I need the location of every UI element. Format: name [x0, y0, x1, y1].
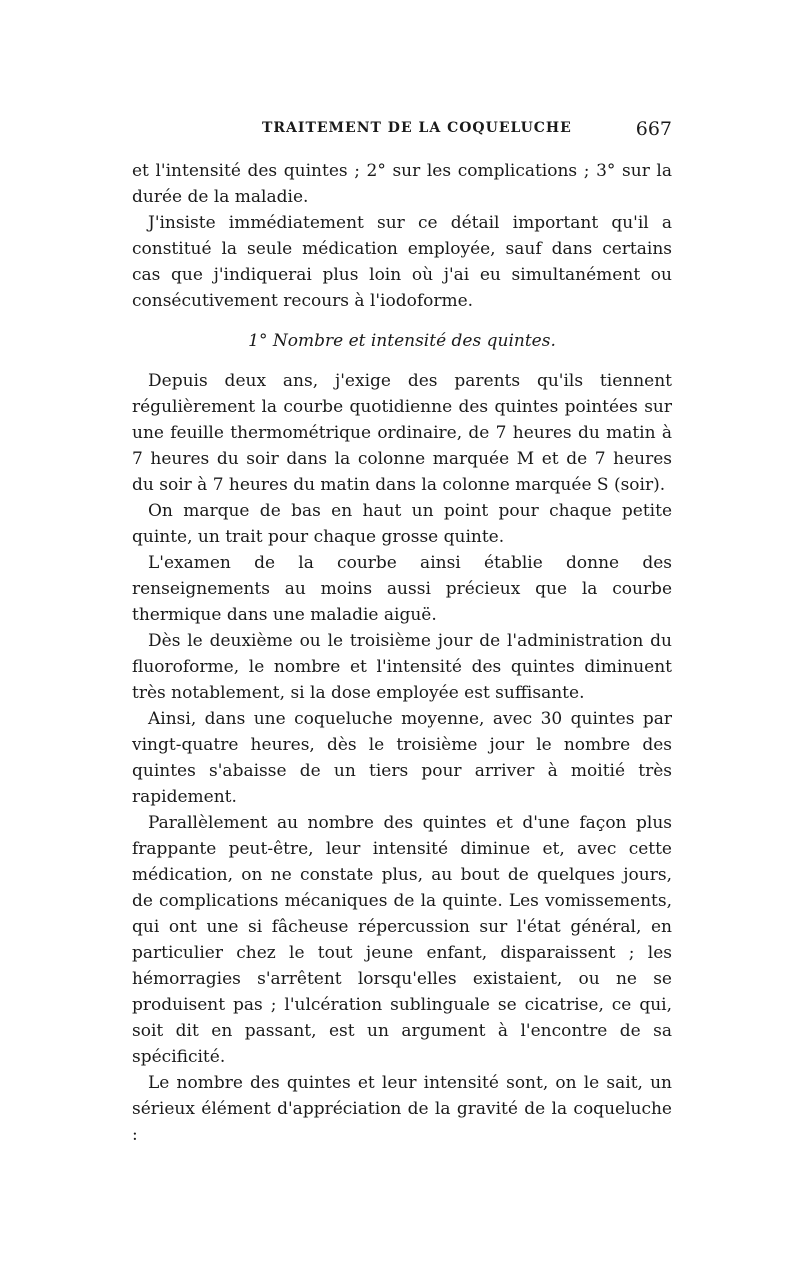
paragraph: Depuis deux ans, j'exige des parents qu'ils tiennent régulièrement la courbe quotidienne des quintes pointées sur une feuille thermométrique ordinaire, de 7 heures du matin à 7 heures du soir dans la colonne marquée M et de 7 heures du soir à 7 heures du matin dans la colonne marquée S (soir). — [132, 371, 672, 495]
page-header — [132, 120, 672, 144]
running-title: TRAITEMENT DE LA COQUELUCHE — [262, 120, 572, 136]
paragraph: L'examen de la courbe ainsi établie donne des renseignements au moins aussi précieux que la courbe thermique dans une maladie aiguë. — [132, 553, 672, 625]
paragraph: et l'intensité des quintes ; 2° sur les complications ; 3° sur la durée de la maladie. — [132, 161, 672, 207]
paragraph: Ainsi, dans une coqueluche moyenne, avec 30 quintes par vingt-quatre heures, dès le troisième jour le nombre des quintes s'abaisse de un tiers pour arriver à moitié très rapidement. — [132, 709, 672, 807]
paragraph: On marque de bas en haut un point pour chaque petite quinte, un trait pour chaque grosse quinte. — [132, 501, 672, 547]
body-text — [132, 158, 672, 1148]
paragraph: Dès le deuxième ou le troisième jour de l'administration du fluoroforme, le nombre et l'intensité des quintes diminuent très notablement, si la dose employée est suffisante. — [132, 631, 672, 703]
paragraph: J'insiste immédiatement sur ce détail important qu'il a constitué la seule médication employée, sauf dans certains cas que j'indiquerai plus loin où j'ai eu simultanément ou consécutivement recours à l'iodoforme. — [132, 213, 672, 311]
page-number: 667 — [635, 118, 672, 140]
paragraph: Parallèlement au nombre des quintes et d'une façon plus frappante peut-être, leur intensité diminue et, avec cette médication, on ne constate plus, au bout de quelques jours, de complications mécaniques de la quinte. Les vomissements, qui ont une si fâcheuse répercussion sur l'état général, en particulier chez le tout jeune enfant, disparaissent ; les hémorragies s'arrêtent lorsqu'elles existaient, ou ne se produisent pas ; l'ulcération sublinguale se cicatrise, ce qui, soit dit en passant, est un argument à l'encontre de sa spécificité. — [132, 813, 672, 1067]
paragraph: Le nombre des quintes et leur intensité sont, on le sait, un sérieux élément d'appréciation de la gravité de la coqueluche : — [132, 1073, 672, 1145]
section-heading: 1° Nombre et intensité des quintes. — [248, 331, 556, 351]
